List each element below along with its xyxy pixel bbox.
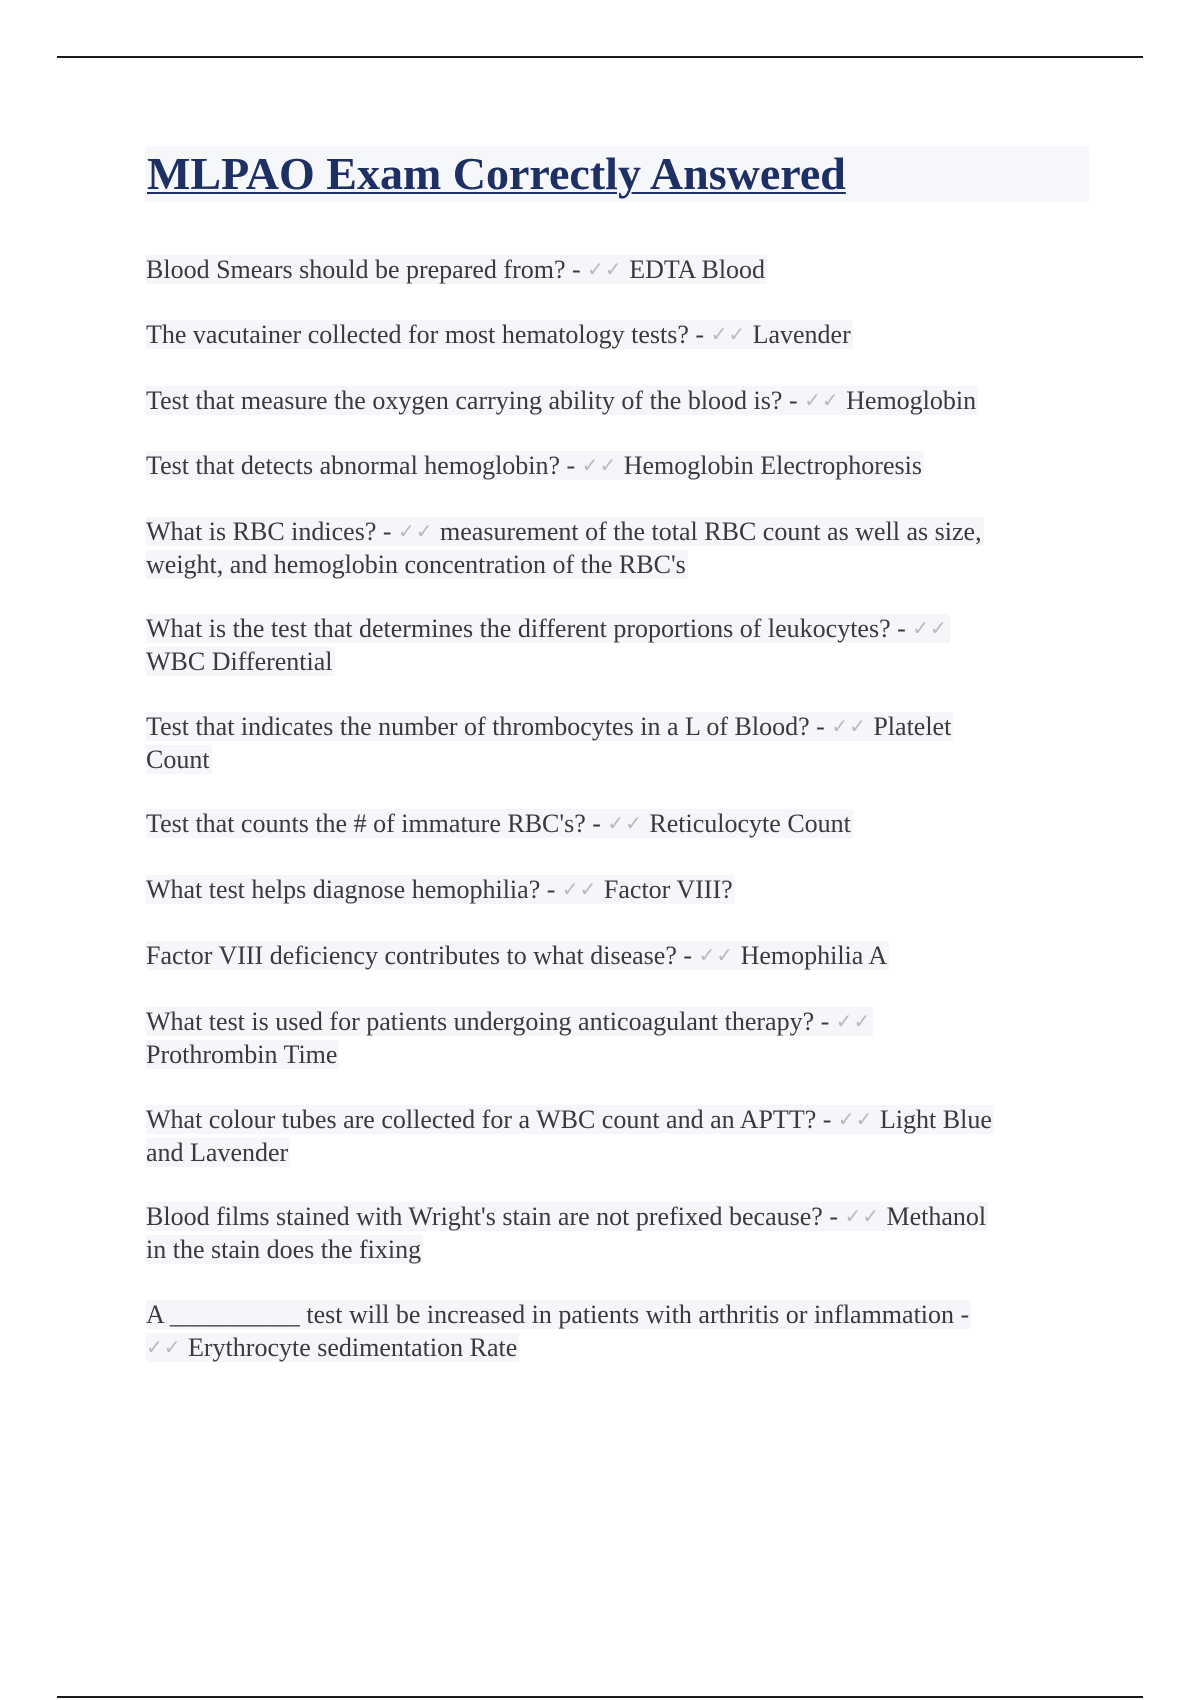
qa-item <box>146 807 853 840</box>
answer-text: Lavender <box>752 320 851 349</box>
qa-item <box>146 612 950 678</box>
question-text: Test that detects abnormal hemoglobin? - <box>146 451 576 480</box>
question-text: Blood Smears should be prepared from? - <box>146 255 581 284</box>
answer-text: Factor VIII? <box>603 875 733 904</box>
answer-text: EDTA Blood <box>629 255 766 284</box>
answer-text: Reticulocyte Count <box>649 809 851 838</box>
question-text: What is RBC indices? - <box>146 517 392 546</box>
double-check-icon: ✓✓ <box>835 1009 872 1033</box>
double-check-icon: ✓✓ <box>912 616 948 640</box>
answer-text: Light Blue <box>879 1105 992 1134</box>
question-text: Factor VIII deficiency contributes to what disease? - <box>146 941 693 970</box>
answer-text-continued: and Lavender <box>146 1138 289 1167</box>
double-check-icon: ✓✓ <box>837 1107 874 1131</box>
question-text: Blood films stained with Wright's stain are not prefixed because? - <box>146 1202 838 1231</box>
qa-item <box>146 384 978 417</box>
answer-text: Methanol <box>886 1202 987 1231</box>
question-text: What is the test that determines the different proportions of leukocytes? - <box>146 614 906 643</box>
qa-item <box>146 939 889 972</box>
qa-item <box>146 515 984 581</box>
qa-item <box>146 1298 971 1364</box>
question-text: A __________ test will be increased in patients with arthritis or inflammation - <box>146 1300 970 1329</box>
qa-item <box>146 873 735 906</box>
double-check-icon: ✓✓ <box>710 322 747 346</box>
qa-item <box>146 1200 988 1266</box>
question-text: What test is used for patients undergoing anticoagulant therapy? - <box>146 1007 830 1036</box>
answer-text: Prothrombin Time <box>146 1040 338 1069</box>
answer-text-continued: Count <box>146 745 210 774</box>
answer-text: Platelet <box>873 712 952 741</box>
double-check-icon: ✓✓ <box>607 811 643 835</box>
double-check-icon: ✓✓ <box>844 1204 880 1228</box>
double-check-icon: ✓✓ <box>587 257 623 281</box>
answer-text-continued: weight, and hemoglobin concentration of the RBC's <box>146 550 686 579</box>
qa-item <box>146 1103 994 1169</box>
double-check-icon: ✓✓ <box>698 943 735 967</box>
double-check-icon: ✓✓ <box>804 388 840 412</box>
question-text: Test that counts the # of immature RBC's? - <box>146 809 601 838</box>
question-text: What test helps diagnose hemophilia? - <box>146 875 556 904</box>
double-check-icon: ✓✓ <box>561 877 598 901</box>
double-check-icon: ✓✓ <box>146 1335 182 1359</box>
double-check-icon: ✓✓ <box>398 519 434 543</box>
question-text: The vacutainer collected for most hematology tests? - <box>146 320 705 349</box>
answer-text: Hemoglobin <box>846 386 977 415</box>
qa-item <box>146 1005 873 1071</box>
qa-item <box>146 449 924 482</box>
qa-item <box>146 253 767 286</box>
footer-rule <box>57 1696 1143 1698</box>
header-rule <box>57 56 1143 58</box>
question-text: Test that indicates the number of thrombocytes in a L of Blood? - <box>146 712 825 741</box>
qa-item <box>146 710 953 776</box>
answer-text: Hemoglobin Electrophoresis <box>623 451 922 480</box>
answer-text: Hemophilia A <box>740 941 888 970</box>
question-text: What colour tubes are collected for a WBC count and an APTT? - <box>146 1105 832 1134</box>
page-title: MLPAO Exam Correctly Answered <box>147 148 846 199</box>
answer-text: WBC Differential <box>146 647 333 676</box>
double-check-icon: ✓✓ <box>581 453 618 477</box>
qa-item <box>146 318 853 351</box>
question-text: Test that measure the oxygen carrying ability of the blood is? - <box>146 386 798 415</box>
answer-text-continued: in the stain does the fixing <box>146 1235 422 1264</box>
double-check-icon: ✓✓ <box>831 714 867 738</box>
answer-text: Erythrocyte sedimentation Rate <box>188 1333 518 1362</box>
answer-text: measurement of the total RBC count as well as size, <box>440 517 982 546</box>
